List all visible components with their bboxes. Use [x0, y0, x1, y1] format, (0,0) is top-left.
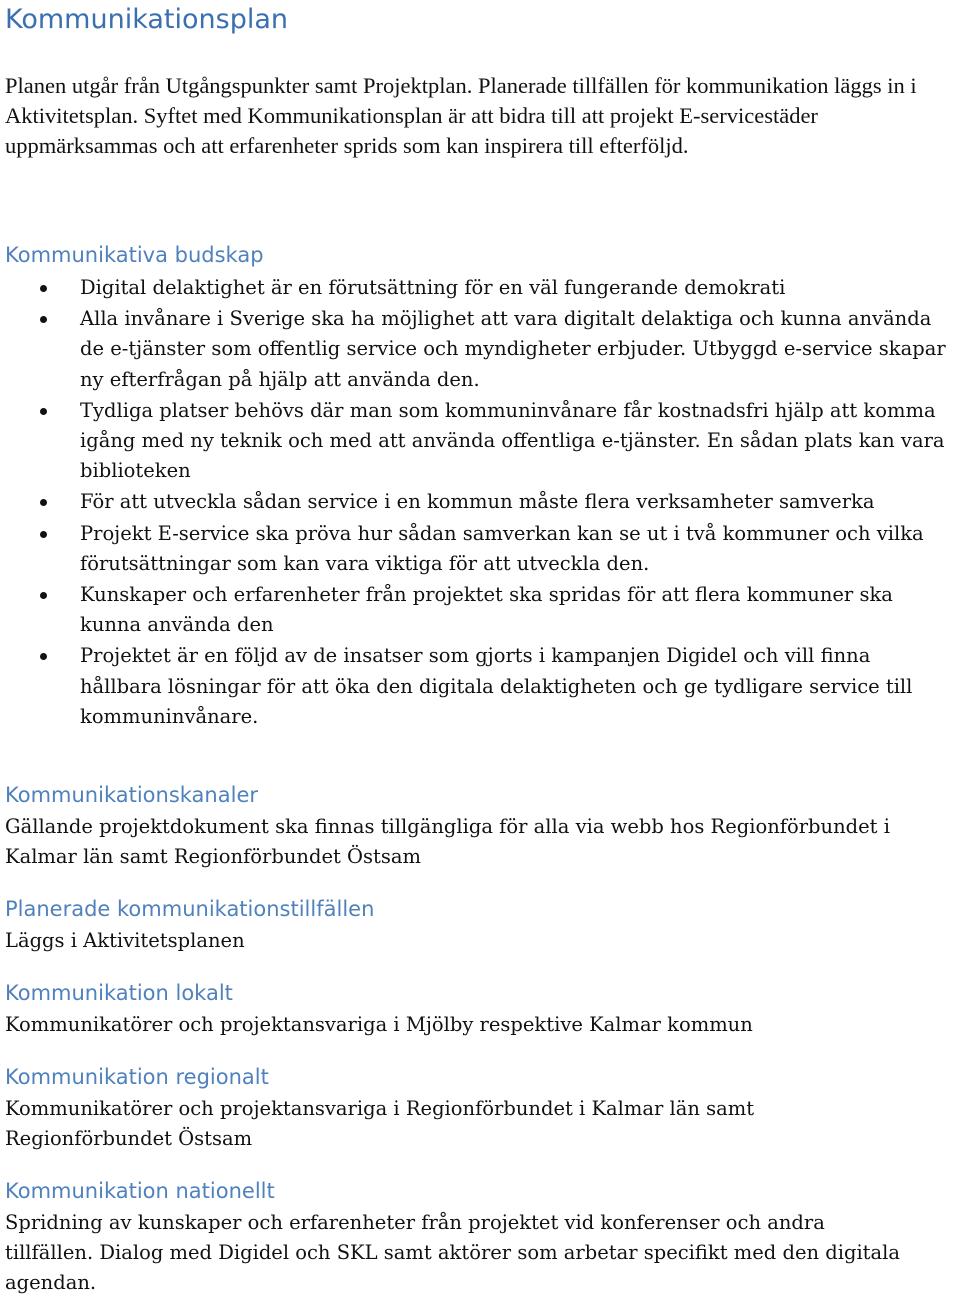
list-item	[0, 304, 955, 395]
section-heading-budskap: Kommunikativa budskap	[5, 243, 264, 267]
section-heading-tillfallen: Planerade kommunikationstillfällen	[5, 897, 375, 921]
list-item	[0, 396, 955, 487]
bullet-icon	[40, 285, 47, 292]
bullet-icon	[40, 499, 47, 506]
budskap-list	[0, 273, 955, 733]
list-item	[0, 487, 955, 517]
list-item	[0, 580, 955, 640]
tillfallen-text: Läggs i Aktivitetsplanen	[5, 929, 245, 952]
list-item	[0, 641, 955, 732]
list-item-text: Kunskaper och erfarenheter från projektet ska spridas för att flera kommuner ska kunna använda den	[80, 583, 893, 637]
list-item-text: Tydliga platser behövs där man som kommuninvånare får kostnadsfri hjälp att komma igång med ny teknik och med att använda offentliga e-tjänster. En sådan plats kan vara biblioteken	[80, 398, 945, 483]
bullet-icon	[40, 653, 47, 660]
section-heading-nationellt: Kommunikation nationellt	[5, 1179, 275, 1203]
section-heading-lokalt: Kommunikation lokalt	[5, 981, 233, 1005]
nationellt-text: Spridning av kunskaper och erfarenheter från projektet vid konferenser och andra tillfällen. Dialog med Digidel och SKL samt aktörer som arbetar specifikt med den digitala agendan.	[5, 1211, 901, 1294]
bullet-icon	[40, 592, 47, 599]
kanaler-text: Gällande projektdokument ska finnas tillgängliga för alla via webb hos Regionförbundet i Kalmar län samt Regionförbundet Östsam	[5, 815, 890, 868]
bullet-icon	[40, 408, 47, 415]
section-heading-kanaler: Kommunikationskanaler	[5, 783, 258, 807]
list-item	[0, 519, 955, 579]
bullet-icon	[40, 316, 47, 323]
list-item-text: För att utveckla sådan service i en kommun måste flera verksamheter samverka	[80, 490, 875, 514]
list-item-text: Projekt E-service ska pröva hur sådan samverkan kan se ut i två kommuner och vilka förutsättningar som kan vara viktiga för att utveckla den.	[80, 521, 924, 575]
page-title: Kommunikationsplan	[5, 4, 288, 35]
list-item-text: Alla invånare i Sverige ska ha möjlighet att vara digitalt delaktiga och kunna använda de e-tjänster som offentlig service och myndigheter erbjuder. Utbyggd e-service skapar ny efterfrågan på hjälp att använda den.	[80, 307, 946, 391]
lokalt-text: Kommunikatörer och projektansvariga i Mjölby respektive Kalmar kommun	[5, 1013, 753, 1036]
intro-paragraph: Planen utgår från Utgångspunkter samt Projektplan. Planerade tillfällen för kommunikation läggs in i Aktivitetsplan. Syftet med Kommunikationsplan är att bidra till att projekt E-servicestäder uppmärksammas och att erfarenheter sprids som kan inspirera till efterföljd.	[5, 73, 917, 158]
list-item-text: Digital delaktighet är en förutsättning för en väl fungerande demokrati	[80, 276, 786, 299]
section-heading-regionalt: Kommunikation regionalt	[5, 1065, 269, 1089]
bullet-icon	[40, 531, 47, 538]
list-item-text: Projektet är en följd av de insatser som gjorts i kampanjen Digidel och vill finna hållbara lösningar för att öka den digitala delaktigheten och ge tydligare service till kommuninvånare.	[80, 644, 913, 728]
regionalt-text: Kommunikatörer och projektansvariga i Regionförbundet i Kalmar län samt Regionförbundet Östsam	[5, 1097, 755, 1150]
list-item	[0, 273, 955, 303]
